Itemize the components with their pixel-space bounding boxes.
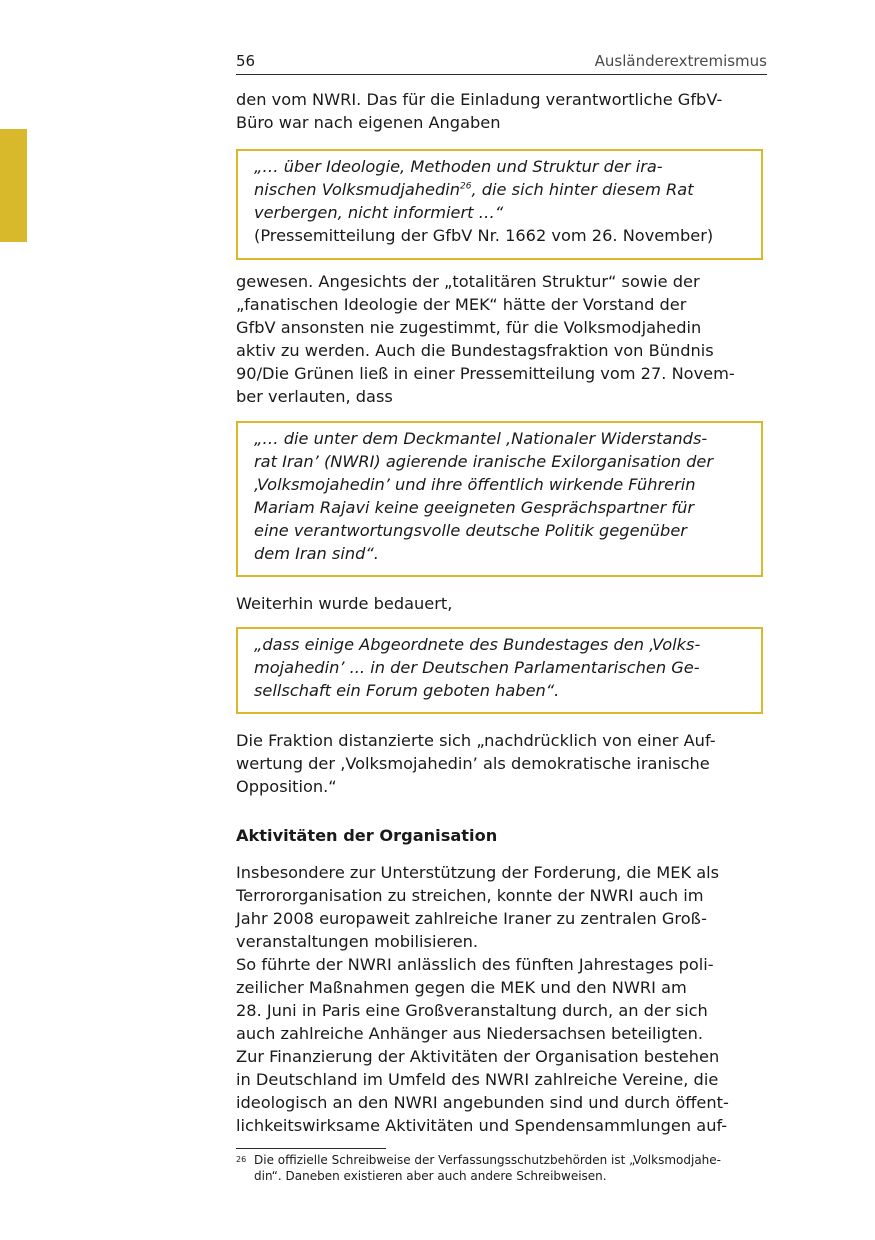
paragraph-aktivitaeten: Insbesondere zur Unterstützung der Forderung, die MEK als Terrororganisation zu streichen, konnte der NWRI auch im Jahr 2008 europaweit zahlreiche Iraner zu zentralen Groß- veranstaltungen mobilisieren. So führte der NWRI anlässlich des fünften Jahrestages poli- zeilicher Maßnahmen gegen die MEK und den NWRI am 28. Juni in Paris eine Großveranstaltung durch, an der sich auch zahlreiche Anhänger aus Niedersachsen beteiligten. Zur Finanzierung der Aktivitäten der Organisation bestehen in Deutschland im Umfeld des NWRI zahlreiche Vereine, die ideologisch an den NWRI angebunden sind und durch öffent- lichkeitswirksame Aktivitäten und Spendensammlungen auf-	[236, 863, 729, 1135]
section-title: Ausländerextremismus	[594, 52, 767, 70]
chapter-marker-tab	[0, 129, 27, 242]
quote-box-bundestag	[236, 627, 763, 714]
quote-source: (Pressemitteilung der GfbV Nr. 1662 vom 26. November)	[254, 226, 714, 245]
subheading: Aktivitäten der Organisation	[236, 826, 498, 845]
quote-text: „… über Ideologie, Methoden und Struktur der ira- nischen Volksmudjahedin$^{26}$, die sich hinter diesem Rat verbergen, nicht informiert …“	[254, 157, 694, 222]
paragraph-gfbv: gewesen. Angesichts der „totalitären Struktur“ sowie der „fanatischen Ideologie der MEK“ hätte der Vorstand der GfbV ansonsten nie zugestimmt, für die Volksmodjahedin aktiv zu werden. Auch die Bundestagsfraktion von Bündnis 90/Die Grünen ließ in einer Pressemitteilung vom 27. Novem- ber verlauten, dass	[236, 272, 735, 406]
page-header	[236, 50, 767, 75]
footnote-mark: 26	[236, 1155, 247, 1164]
footnote-divider	[236, 1148, 386, 1149]
footnote-text: Die offizielle Schreibweise der Verfassungsschutzbehörden ist „Volksmodjahe- din“. Daneben existieren aber auch andere Schreibweisen.	[254, 1153, 721, 1183]
footnote	[236, 1152, 767, 1184]
paragraph-bedauert: Weiterhin wurde bedauert,	[236, 594, 453, 613]
quote-text: „… die unter dem Deckmantel ‚Nationaler Widerstands- rat Iran’ (NWRI) agierende iranische Exilorganisation der ‚Volksmojahedin’ und ihre öffentlich wirkende Führerin Mariam Rajavi keine geeigneten Gesprächspartner für eine verantwortungsvolle deutsche Politik gegenüber dem Iran sind“.	[254, 429, 714, 563]
footnote-reference[interactable]: 26	[460, 181, 472, 192]
paragraph-intro: den vom NWRI. Das für die Einladung verantwortliche GfbV- Büro war nach eigenen Angaben	[236, 90, 723, 132]
quote-text: „dass einige Abgeordnete des Bundestages den ‚Volks- mojahedin’ ... in der Deutschen Parlamentarischen Ge- sellschaft ein Forum geboten haben“.	[254, 635, 701, 700]
quote-box-gruene	[236, 421, 763, 577]
quote-box-gfbv	[236, 149, 763, 260]
paragraph-fraktion: Die Fraktion distanzierte sich „nachdrücklich von einer Auf- wertung der ‚Volksmojahedin’ als demokratische iranische Opposition.“	[236, 731, 716, 796]
page-number: 56	[236, 52, 256, 70]
